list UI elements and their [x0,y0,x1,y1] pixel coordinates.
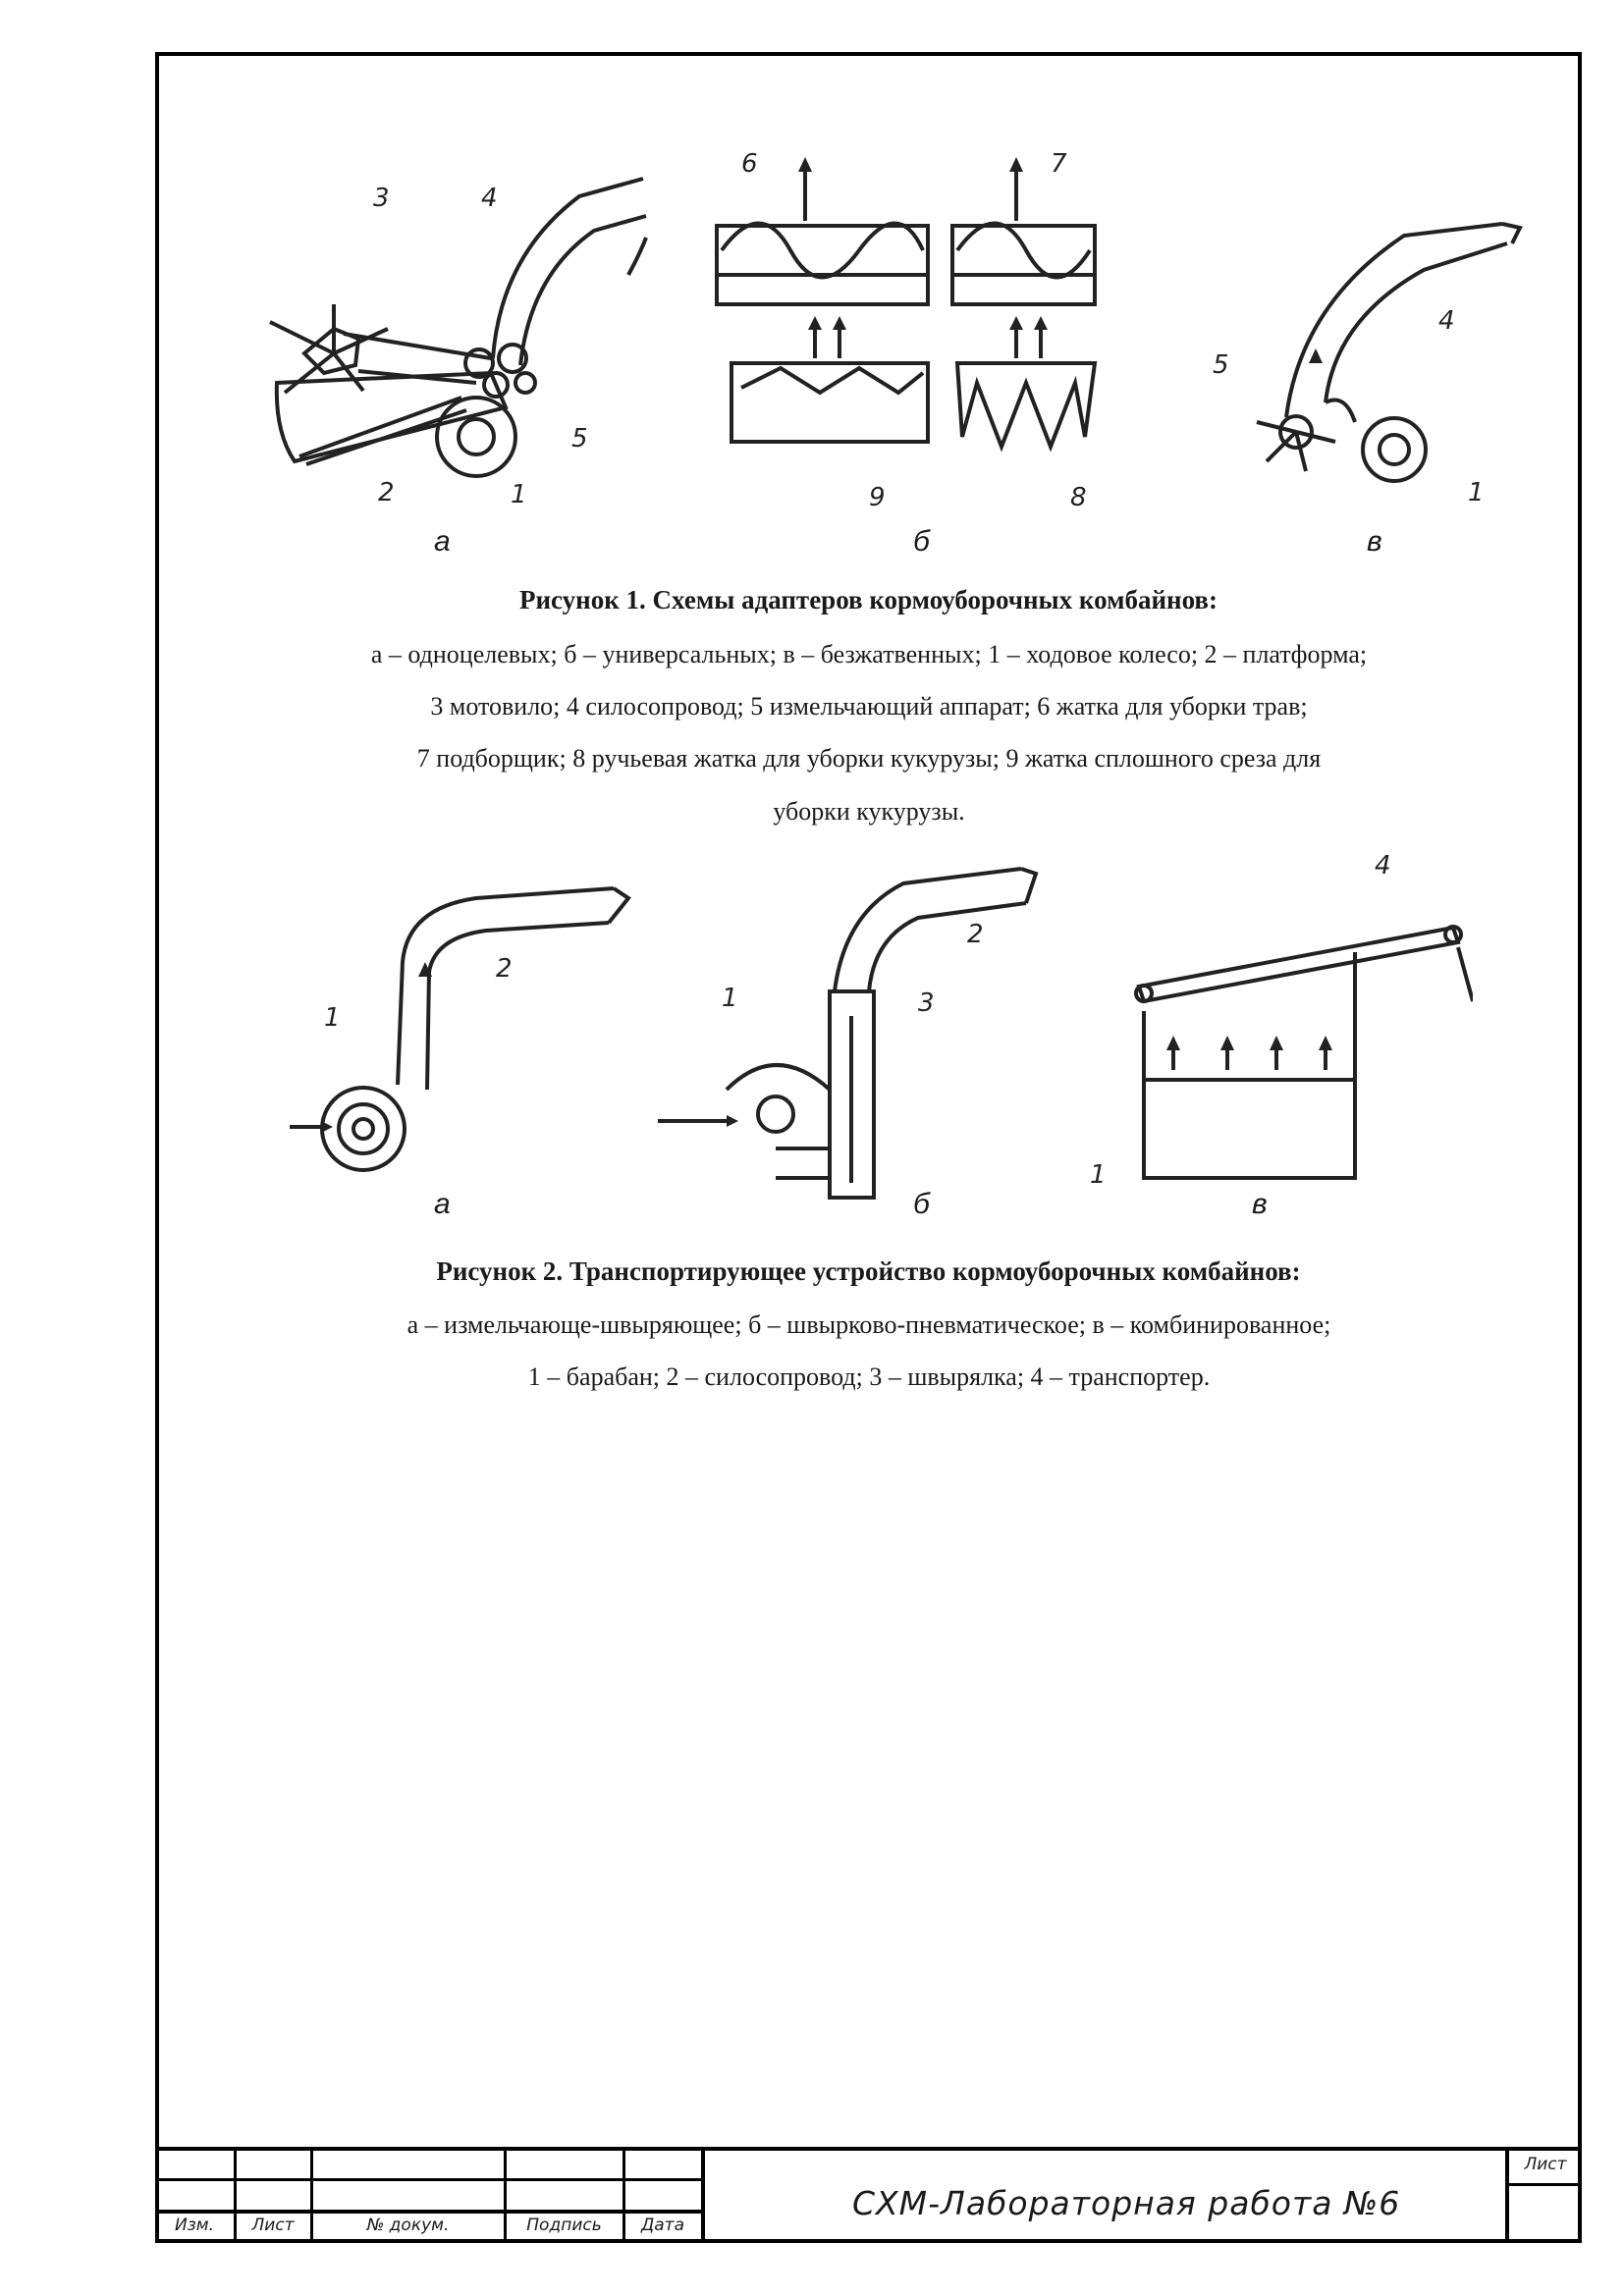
tb-label-sheet: Лист [251,2216,295,2235]
fig1-letter-a: а [434,525,451,558]
fig1-letter-c: в [1367,525,1382,558]
fig1-caption-title: Рисунок 1. Схемы адаптеров кормоуборочных комбайнов: [519,585,1218,614]
fig2-caption-line-2: 1 – барабан; 2 – силосопровод; 3 – швырялка; 4 – транспортер. [527,1362,1211,1391]
fig2-c-diagram [1080,844,1473,1207]
tb-label-doc-number: № докум. [366,2216,450,2235]
fig1-a-label-4: 4 [481,184,498,213]
fig2-letter-b: б [913,1188,930,1220]
fig1-b-label-8: 8 [1070,483,1087,512]
fig1-a-diagram [255,137,648,530]
document-title: СХМ-Лабораторная работа №6 [852,2184,1401,2222]
fig1-b-label-6: 6 [741,149,758,179]
tb-label-signature: Подпись [526,2216,602,2235]
fig2-b-label-2: 2 [967,920,984,949]
fig2-letter-a: а [434,1188,451,1220]
fig1-a-label-1: 1 [511,480,527,509]
fig1-b-label-7: 7 [1051,149,1067,179]
fig1-caption-line-2: 3 мотовило; 4 силосопровод; 5 измельчающий аппарат; 6 жатка для уборки трав; [430,692,1308,721]
fig2-a-label-1: 1 [324,1003,341,1033]
tb-label-date: Дата [640,2216,685,2235]
fig1-letter-b: б [913,525,930,558]
fig1-a-label-2: 2 [378,478,395,507]
fig2-b-diagram [648,844,1060,1207]
tb-label-change: Изм. [175,2216,214,2235]
fig1-caption-line-1: а – одноцелевых; б – универсальных; в – безжатвенных; 1 – ходовое колесо; 2 – платформа; [370,640,1368,668]
fig2-b-label-3: 3 [918,988,935,1018]
fig2-b-label-1: 1 [722,984,738,1013]
fig1-caption-line-3: 7 подборщик; 8 ручьевая жатка для уборки кукурузы; 9 жатка сплошного среза для [416,744,1322,773]
title-block [155,2147,1582,2243]
fig2-letter-c: в [1252,1188,1268,1220]
fig1-a-label-3: 3 [373,184,390,213]
fig2-caption-title: Рисунок 2. Транспортирующее устройство кормоуборочных комбайнов: [436,1256,1301,1286]
fig1-c-diagram [1208,137,1532,530]
tb-sheet-label: Лист [1524,2155,1567,2174]
fig2-c-label-4: 4 [1375,851,1391,881]
fig1-b-label-9: 9 [869,483,886,512]
fig1-c-label-5: 5 [1213,350,1229,380]
fig2-a-label-2: 2 [496,954,513,984]
fig1-c-label-4: 4 [1438,306,1455,336]
fig1-b-diagram [702,137,1114,530]
fig2-a-diagram [280,864,643,1198]
fig1-caption-line-4: уборки кукурузы. [773,797,965,826]
fig1-c-label-1: 1 [1468,478,1485,507]
fig2-c-label-1: 1 [1090,1160,1107,1190]
fig1-a-label-5: 5 [571,424,588,454]
fig2-caption-line-1: а – измельчающе-швыряющее; б – швырково-пневматическое; в – комбинированное; [406,1310,1331,1339]
